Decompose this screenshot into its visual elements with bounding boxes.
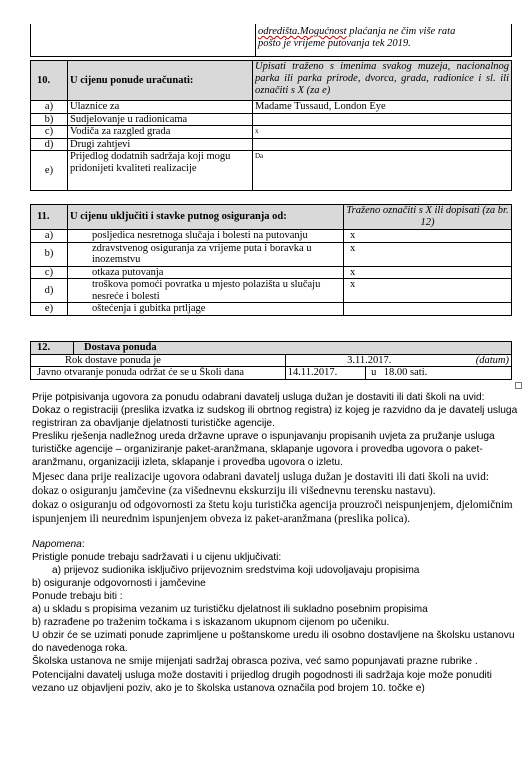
section-11-number: 11. [31, 205, 68, 230]
napomena-n5: a) u skladu s propisima vezanim uz turističku djelatnost ili sukladno posebnim propisima [32, 604, 428, 616]
section-10-item-b-value [253, 113, 512, 126]
section-11-item-b-value: x [344, 242, 512, 266]
section-12-table [30, 341, 512, 380]
top-line1-rest: plaćanja ne čim više rata [346, 26, 456, 37]
section-11-item-d-letter: d) [31, 279, 68, 303]
section-11-hint: Traženo označiti s X ili dopisati (za br. 12) [344, 205, 512, 230]
napomena-n1: Pristigle ponude trebaju sadržavati i u cijenu uključivati: [32, 551, 282, 563]
notes-p6: dokaz o osiguranju od odgovornosti za štetu koju turistička agencija prouzroči neispunjenjem, djelomičnim ispunjenjem ili neurednim ispunjenjem obveza iz paket-aranžmana (preslika polica). [32, 498, 513, 525]
notes-p2: Dokaz o registraciji (preslika izvatka iz sudskog ili obrtnog registra) iz kojeg je razvidno da je davatelj usluga registriran za obavljanje djelatnosti turističke agencije. [32, 405, 518, 430]
section-11-item-c-value: x [344, 266, 512, 279]
section-11-title: U cijenu uključiti i stavke putnog osiguranja od: [68, 205, 344, 230]
section-10-item-a-letter: a) [31, 101, 68, 114]
section-10-title: U cijenu ponude uračunati: [68, 61, 253, 101]
section-10-item-d-value [253, 138, 512, 151]
section-12-title: Dostava ponuda [74, 342, 512, 355]
top-right-cell [256, 24, 512, 56]
section-11-item-b-letter: b) [31, 242, 68, 266]
section-10-item-a-value: Madame Tussaud, London Eye [253, 101, 512, 114]
opening-date: 14.11.2017. [285, 367, 365, 380]
section-10-item-e-value: Da [253, 151, 512, 191]
napomena-n6: b) razrađene po traženim točkama i s iskazanom ukupnom cijenom po učeniku. [32, 617, 390, 629]
section-10-item-d-letter: d) [31, 138, 68, 151]
top-line1-squiggle: odredišta.Mogućnost [258, 26, 347, 37]
section-11-item-d-value: x [344, 279, 512, 303]
napomena-n9: Potencijalni davatelj usluga može dostaviti i prijedlog drugih pogodnosti ili sadržaja koje može ponuditi vezano uz objavljeni poziv, ako je to školska ustanova označila pod brojem 10. točke e) [32, 669, 492, 694]
opening-time: 18.00 sati. [382, 367, 512, 380]
section-10-item-c-letter: c) [31, 126, 68, 139]
notes-p4: Mjesec dana prije realizacije ugovora odabrani davatelj usluga dužan je dostaviti ili dati školi na uvid: [32, 470, 489, 483]
opening-label: Javno otvaranje ponuda održat će se u Školi dana [31, 367, 286, 380]
notes-p3: Presliku rješenja nadležnog ureda državne uprave o ispunjavanju propisanih uvjeta za pružanje usluga turističke agencije – organiziranje paket-aranžmana, sklapanje ugovora i provedba ugovora o paket-aranžmanu, organizaciji izleta, sklapanje i provedba ugovora o izletu. [32, 431, 495, 469]
section-11-item-a-value: x [344, 230, 512, 243]
section-11-item-d-label: troškova pomoći povratka u mjesto polazišta u slučaju nesreće i bolesti [68, 279, 344, 303]
top-left-cell [31, 24, 256, 56]
section-11-item-c-label: otkaza putovanja [68, 266, 344, 279]
deadline-date: 3.11.2017. [285, 354, 452, 367]
section-11-item-c-letter: c) [31, 266, 68, 279]
top-line2: pošto je vrijeme putovanja tek 2019. [258, 37, 411, 49]
section-12-number: 12. [31, 342, 74, 355]
table-resize-handle[interactable] [515, 382, 522, 389]
deadline-label: Rok dostave ponuda je [31, 354, 286, 367]
section-11-table [30, 204, 512, 316]
notes-section [32, 391, 522, 695]
section-10-item-c-label: Vodiča za razgled grada [68, 126, 253, 139]
napomena-n3: b) osiguranje odgovornosti i jamčevine [32, 577, 206, 589]
deadline-unit: (datum) [453, 354, 512, 367]
notes-p5: dokaz o osiguranju jamčevine (za višednevnu ekskurziju ili višednevnu terensku nastavu). [32, 484, 436, 497]
section-11-item-a-letter: a) [31, 230, 68, 243]
napomena-heading: Napomena: [32, 538, 85, 550]
section-10-item-e-label: Prijedlog dodatnih sadržaja koji mogu pridonijeti kvaliteti realizacije [68, 151, 253, 191]
napomena-n7: U obzir će se uzimati ponude zaprimljene u poštanskome uredu ili osobno dostavljene na školsku ustanovu do navedenoga roka. [32, 630, 515, 655]
opening-u: u [365, 367, 382, 380]
section-10-hint: Upisati traženo s imenima svakog muzeja, nacionalnog parka ili parka prirode, dvorca, grada, radionice i sl. ili označiti s X (za e) [253, 61, 512, 101]
notes-p1: Prije potpisivanja ugovora za ponudu odabrani davatelj usluga dužan je dostaviti ili dati školi na uvid: [32, 392, 485, 403]
section-11-item-e-label: oštećenja i gubitka prtljage [68, 303, 344, 316]
section-10-item-e-letter: e) [31, 151, 68, 191]
napomena-n2: a) prijevoz sudionika isključivo prijevoznim sredstvima koji udovoljavaju propisima [52, 564, 420, 576]
section-10-table [30, 60, 512, 191]
section-11-item-a-label: posljedica nesretnoga slučaja i bolesti na putovanju [68, 230, 344, 243]
section-11-item-e-value [344, 303, 512, 316]
section-10-item-c-value: x [253, 126, 512, 139]
section-10-item-b-letter: b) [31, 113, 68, 126]
section-10-item-d-label: Drugi zahtjevi [68, 138, 253, 151]
section-10-number: 10. [31, 61, 68, 101]
section-11-item-e-letter: e) [31, 303, 68, 316]
top-continuation-table [30, 24, 512, 57]
section-10-item-a-label: Ulaznice za [68, 101, 253, 114]
section-10-item-b-label: Sudjelovanje u radionicama [68, 113, 253, 126]
napomena-n8: Školska ustanova ne smije mijenjati sadržaj obrasca poziva, već samo popunjavati prazne rubrike . [32, 656, 478, 668]
section-11-item-b-label: zdravstvenog osiguranja za vrijeme puta i boravka u inozemstvu [68, 242, 344, 266]
napomena-n4: Ponude trebaju biti : [32, 590, 123, 602]
